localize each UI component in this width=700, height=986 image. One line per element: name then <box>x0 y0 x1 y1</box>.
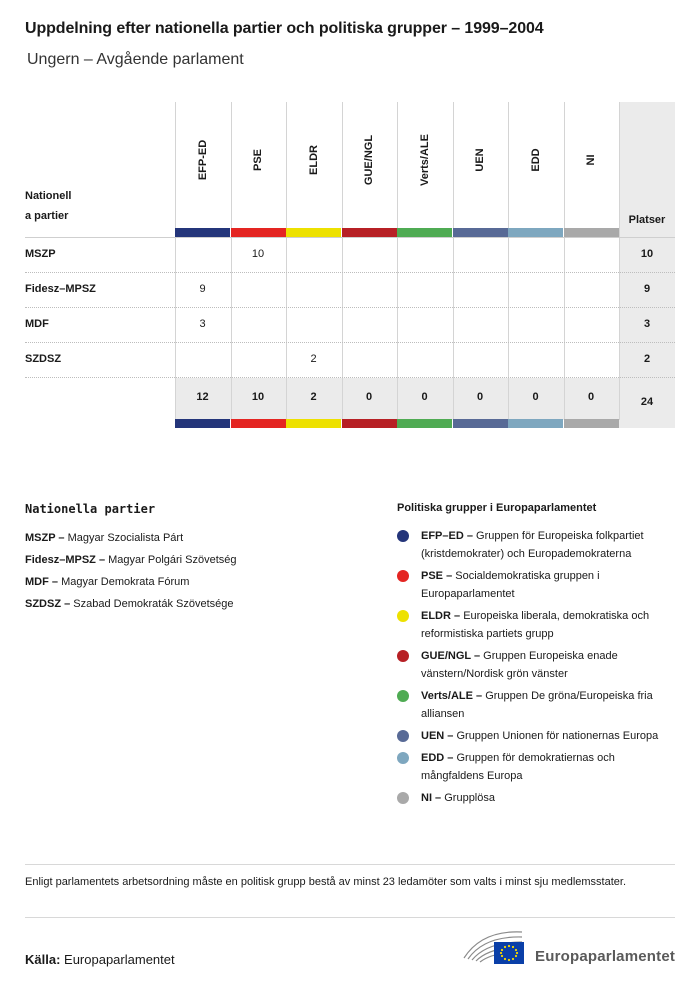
national-parties-title: Nationella partier <box>25 502 156 516</box>
group-color-bar <box>397 228 452 237</box>
column-divider <box>619 102 620 420</box>
list-item: MDF – Magyar Demokrata Fórum <box>25 576 190 588</box>
group-dot-icon <box>397 792 409 804</box>
group-dot-icon <box>397 570 409 582</box>
seats-header: Platser <box>628 214 666 226</box>
source-label: Källa: <box>25 952 61 967</box>
group-color-bar <box>342 419 397 428</box>
list-item: Fidesz–MPSZ – Magyar Polgári Szövetség <box>25 554 237 566</box>
total-cell: 0 <box>476 391 484 403</box>
row-divider <box>25 307 675 308</box>
group-header: GUE/NGL <box>363 134 375 186</box>
total-cell: 12 <box>196 391 209 403</box>
total-cell: 0 <box>587 391 595 403</box>
list-item: UEN – Gruppen Unionen för nationernas Europa <box>397 727 677 745</box>
group-color-bar <box>231 419 286 428</box>
group-color-bar <box>508 419 563 428</box>
table-row-party: SZDSZ <box>25 353 62 365</box>
group-dot-icon <box>397 752 409 764</box>
total-cell: 2 <box>310 391 317 403</box>
political-groups-title: Politiska grupper i Europaparlamentet <box>397 502 597 514</box>
footnote: Enligt parlamentets arbetsordning måste en politisk grupp bestå av minst 23 ledamöter som valts i minst sju medlemsstater. <box>25 876 626 888</box>
list-item: NI – Grupplösa <box>397 789 677 807</box>
group-color-bar <box>564 228 619 237</box>
group-header: Verts/ALE <box>418 134 431 186</box>
group-color-bar <box>397 419 452 428</box>
row-divider <box>25 272 675 273</box>
table-cell: 3 <box>199 318 206 330</box>
table-cell: 9 <box>199 283 206 295</box>
table-row-party: Fidesz–MPSZ <box>25 283 96 295</box>
table-row-party: MSZP <box>25 248 56 260</box>
table-cell: 10 <box>251 248 265 260</box>
source-value: Europaparlamentet <box>64 952 175 967</box>
group-color-bar <box>453 419 508 428</box>
seats-column-background <box>619 102 675 428</box>
group-color-bar <box>342 228 397 237</box>
list-item: MSZP – Magyar Szocialista Párt <box>25 532 184 544</box>
group-header: UEN <box>474 148 486 172</box>
table-row-party: MDF <box>25 318 49 330</box>
group-color-bar <box>286 419 341 428</box>
seats-cell: 2 <box>643 353 651 365</box>
seat-table <box>25 102 675 428</box>
group-color-bar <box>564 419 619 428</box>
group-header: EDD <box>529 148 542 172</box>
logo-text: Europaparlamentet <box>535 948 676 965</box>
group-color-bar <box>453 228 508 237</box>
group-header: EFP-ED <box>196 139 209 181</box>
list-item: PSE – Socialdemokratiska gruppen i Europaparlamentet <box>397 567 677 603</box>
divider <box>25 864 675 865</box>
list-item: ELDR – Europeiska liberala, demokratiska och reformistiska partiets grupp <box>397 607 677 643</box>
political-groups-list <box>397 527 677 811</box>
group-dot-icon <box>397 610 409 622</box>
group-dot-icon <box>397 690 409 702</box>
group-header: ELDR <box>307 145 320 175</box>
group-color-bar <box>286 228 341 237</box>
list-item: EFP–ED – Gruppen för Europeiska folkpartiet (kristdemokrater) och Europademokraterna <box>397 527 677 563</box>
page-title: Uppdelning efter nationella partier och politiska grupper – 1999–2004 <box>25 20 544 37</box>
list-item: GUE/NGL – Gruppen Europeiska enade vänstern/Nordisk grön vänster <box>397 647 677 683</box>
list-item: Verts/ALE – Gruppen De gröna/Europeiska fria alliansen <box>397 687 677 723</box>
row-divider <box>25 342 675 343</box>
group-dot-icon <box>397 650 409 662</box>
total-cell: 0 <box>421 391 428 403</box>
group-color-bar <box>175 228 230 237</box>
seats-cell: 10 <box>640 248 654 260</box>
seats-cell: 9 <box>643 283 651 295</box>
group-color-bar <box>231 228 286 237</box>
national-parties-list <box>25 527 365 615</box>
row-header: Nationell a partier <box>25 190 72 222</box>
group-header: PSE <box>252 148 264 172</box>
row-divider <box>25 377 675 378</box>
group-color-bar <box>175 419 230 428</box>
list-item: EDD – Gruppen för demokratiernas och mångfaldens Europa <box>397 749 677 785</box>
group-dot-icon <box>397 530 409 542</box>
total-seats: 24 <box>640 396 654 408</box>
divider <box>25 917 675 918</box>
total-cell: 0 <box>532 391 539 403</box>
source <box>25 952 175 967</box>
group-color-bar <box>508 228 563 237</box>
row-divider <box>25 237 675 238</box>
table-cell: 2 <box>310 353 317 365</box>
group-dot-icon <box>397 730 409 742</box>
group-header: NI <box>585 154 597 166</box>
page-subtitle: Ungern – Avgående parlament <box>27 51 244 68</box>
list-item: SZDSZ – Szabad Demokraták Szövetsége <box>25 598 234 610</box>
total-cell: 0 <box>365 391 373 403</box>
total-cell: 10 <box>251 391 265 403</box>
seats-cell: 3 <box>643 318 651 330</box>
